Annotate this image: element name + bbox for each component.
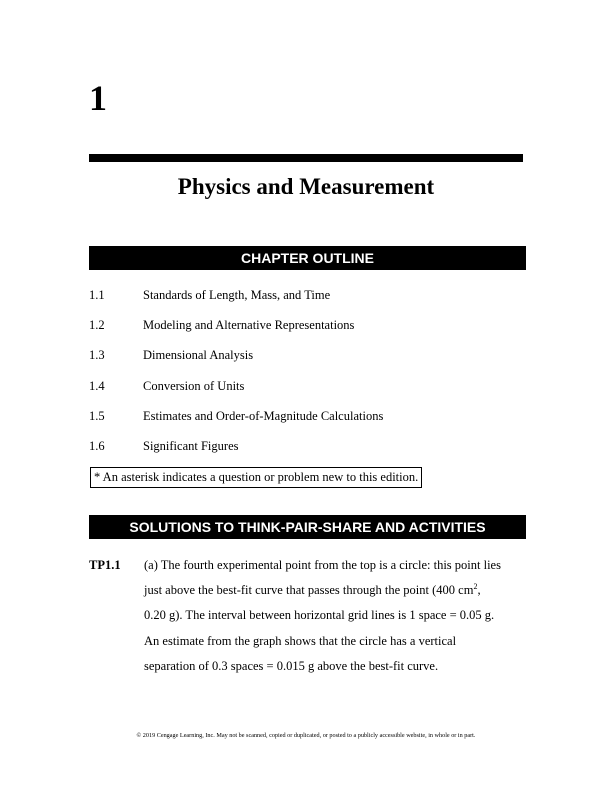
outline-item-number: 1.4 bbox=[89, 378, 105, 393]
title-rule bbox=[89, 154, 523, 162]
asterisk-note: * An asterisk indicates a question or problem new to this edition. bbox=[90, 467, 422, 488]
problem-label: TP1.1 bbox=[89, 558, 121, 572]
outline-item-number: 1.2 bbox=[89, 318, 105, 333]
outline-item-title: Dimensional Analysis bbox=[143, 348, 254, 363]
outline-item bbox=[89, 377, 529, 407]
problem-line bbox=[144, 581, 526, 606]
outline-item-title: Significant Figures bbox=[143, 438, 239, 453]
problem-text bbox=[144, 556, 526, 682]
chapter-title: Physics and Measurement bbox=[177, 174, 435, 199]
outline-item-title: Conversion of Units bbox=[143, 378, 245, 393]
problem-line: An estimate from the graph shows that the circle has a vertical bbox=[144, 633, 457, 648]
outline-item-number: 1.6 bbox=[89, 438, 105, 453]
outline-item-title: Standards of Length, Mass, and Time bbox=[143, 288, 331, 302]
problem-line: separation of 0.3 spaces = 0.015 g above the best-fit curve. bbox=[144, 658, 439, 673]
outline-item bbox=[89, 286, 529, 316]
superscript-exponent: 2 bbox=[473, 582, 478, 592]
problem-line: 0.20 g). The interval between horizontal grid lines is 1 space = 0.05 g. bbox=[144, 608, 495, 623]
problem-line: (a) The fourth experimental point from the top is a circle: this point lies bbox=[144, 558, 501, 572]
chapter-number: 1 bbox=[89, 78, 107, 118]
outline-item bbox=[89, 437, 529, 467]
chapter-outline-heading: CHAPTER OUTLINE bbox=[89, 246, 526, 270]
problem-line-part: , bbox=[477, 583, 481, 598]
copyright-footer: © 2019 Cengage Learning, Inc. May not be scanned, copied or duplicated, or posted to a publicly accessible website, in whole or in part. bbox=[136, 732, 476, 739]
outline-item-title: Modeling and Alternative Representations bbox=[143, 318, 355, 333]
outline-item bbox=[89, 316, 529, 346]
outline-item-number: 1.1 bbox=[89, 288, 105, 302]
outline-item-number: 1.3 bbox=[89, 348, 105, 363]
outline-item-title: Estimates and Order-of-Magnitude Calculations bbox=[143, 408, 384, 423]
chapter-outline-list bbox=[89, 286, 529, 467]
problem-line-part: just above the best-fit curve that passes through the point (400 cm bbox=[144, 583, 474, 598]
outline-item bbox=[89, 407, 529, 437]
outline-item bbox=[89, 346, 529, 376]
solutions-heading: SOLUTIONS TO THINK-PAIR-SHARE AND ACTIVITIES bbox=[89, 515, 526, 539]
outline-item-number: 1.5 bbox=[89, 408, 105, 423]
